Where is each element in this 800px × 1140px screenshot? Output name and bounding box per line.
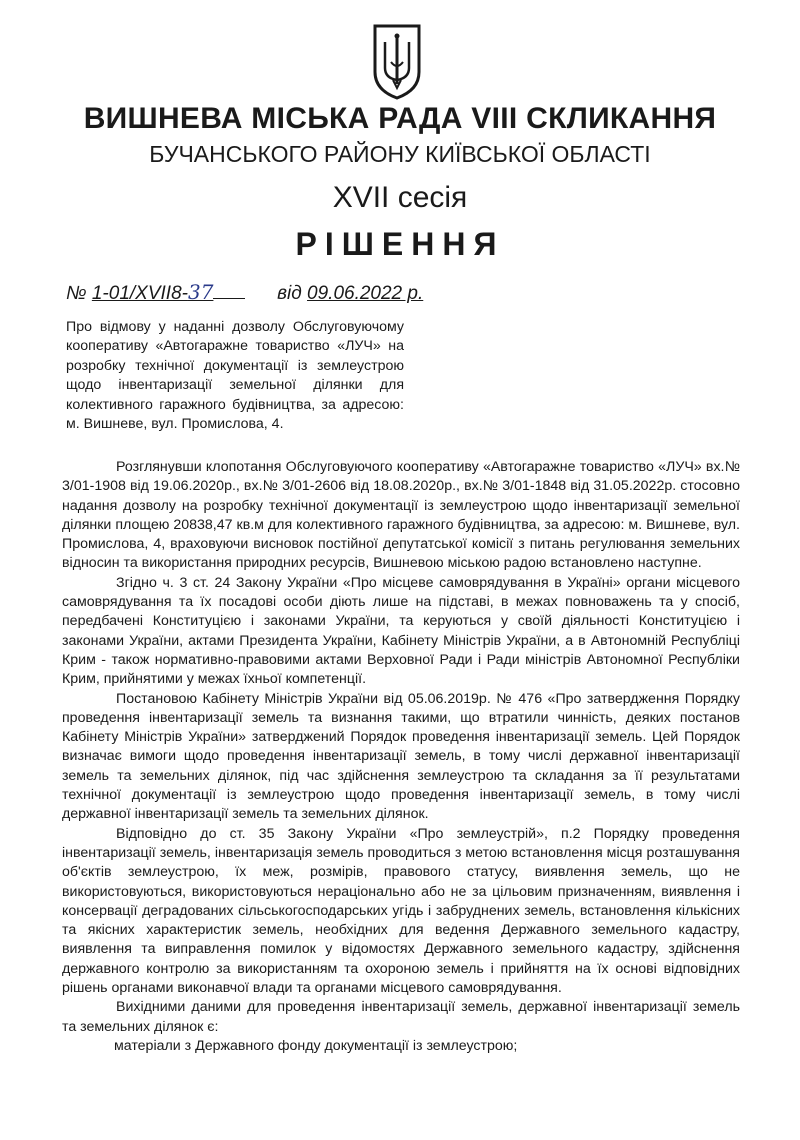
body-paragraph: Відповідно до ст. 35 Закону України «Про землеустрій», п.2 Порядку проведення інвентаризації земель, інвентаризація земель проводиться з метою встановлення місця розташування об'єктів землеустрою, їх меж, розмірів, правового статусу, виявлення земель, що не використовуються, використовуються нераціонально або не за цільовим призначенням, виявлення і консервації деградованих сільськогосподарських угідь і забруднених земель, встановлення кількісних та якісних характеристик земель, необхідних для ведення Державного земельного кадастру, виявлення та виправлення помилок у відомостях Державного земельного кадастру, здійснення державного контролю за використанням та охороною земель і прийняття на їх основі відповідних рішень органами виконавчої влади та органами місцевого самоврядування. [62,825,740,997]
handwritten-number: 37 [187,280,214,304]
decision-number: 1-01/XVII8-37 [92,283,246,304]
body-paragraph: Згідно ч. 3 ст. 24 Закону України «Про місцеве самоврядування в Україні» органи місцевого самоврядування та їх посадові особи діють лише на підставі, в межах повноважень та у спосіб, передбачені Конституцією і законами України, та керуються у своїй діяльності Конституцією і законами України, актами Президента України, Кабінету Міністрів України, а в Автономній Республіці Крим - також нормативно-правовими актами Верховної Ради і Ради міністрів Автономної Республіки Крим, прийнятими у межах їхньої компетенції. [62,574,740,688]
decision-date: 09.06.2022 р. [307,283,424,304]
number-prefix: № [66,283,87,304]
date-prefix: від [277,283,302,304]
body-paragraph: Розглянувши клопотання Обслуговуючого кооперативу «Автогаражне товариство «ЛУЧ» вх.№ 3/01-1908 від 19.06.2020р., вх.№ 3/01-2606 від 18.08.2020р., вх.№ 3/01-1848 від 31.05.2022р. стосовно надання дозволу на розробку технічної документації із землеустрою щодо інвентаризації земельної ділянки площею 20838,47 кв.м для колективного гаражного будівництва, за адресою: м. Вишневе, вул. Промислова, 4, враховуючи висновок постійної депутатської комісії з питань регулювання земельних відносин та використання природних ресурсів, Вишневою міською радою встановлено наступне. [62,459,740,572]
body-paragraph: Вихідними даними для проведення інвентаризації земель, державної інвентаризації земель та земельних ділянок є: [62,999,740,1035]
council-title: ВИШНЕВА МІСЬКА РАДА VIII СКЛИКАННЯ [83,102,717,135]
coat-of-arms-icon [371,22,423,100]
decision-subject: Про відмову у наданні дозволу Обслуговуючому кооперативу «Автогаражне товариство «ЛУЧ» на розробку технічної документації із землеустрою щодо інвентаризації земельної ділянки для колективного гаражного будівництва, за адресою: м. Вишневе, вул. Промислова, 4. [66,319,404,433]
document-type-title: РІШЕННЯ [295,226,505,262]
council-district: БУЧАНСЬКОГО РАЙОНУ КИЇВСЬКОЇ ОБЛАСТІ [149,141,651,167]
decision-number-line [66,280,423,305]
session-title: XVII сесія [332,181,468,214]
body-paragraph: Постановою Кабінету Міністрів України від 05.06.2019р. № 476 «Про затвердження Порядку проведення інвентаризації земель та визнання такими, що втратили чинність, деяких постанов Кабінету Міністрів України» затверджений Порядок проведення інвентаризації земель. Цей Порядок визначає вимоги щодо проведення інвентаризації земель, в тому числі державної інвентаризації земель та земельних ділянок, під час здійснення землеустрою та складання за її результатами технічної документації із землеустрою щодо проведення інвентаризації земель, в тому числі державної інвентаризації земель та земельних ділянок. [62,690,740,823]
list-item: матеріали з Державного фонду документації із землеустрою; [114,1037,518,1054]
decision-body [62,458,740,1056]
